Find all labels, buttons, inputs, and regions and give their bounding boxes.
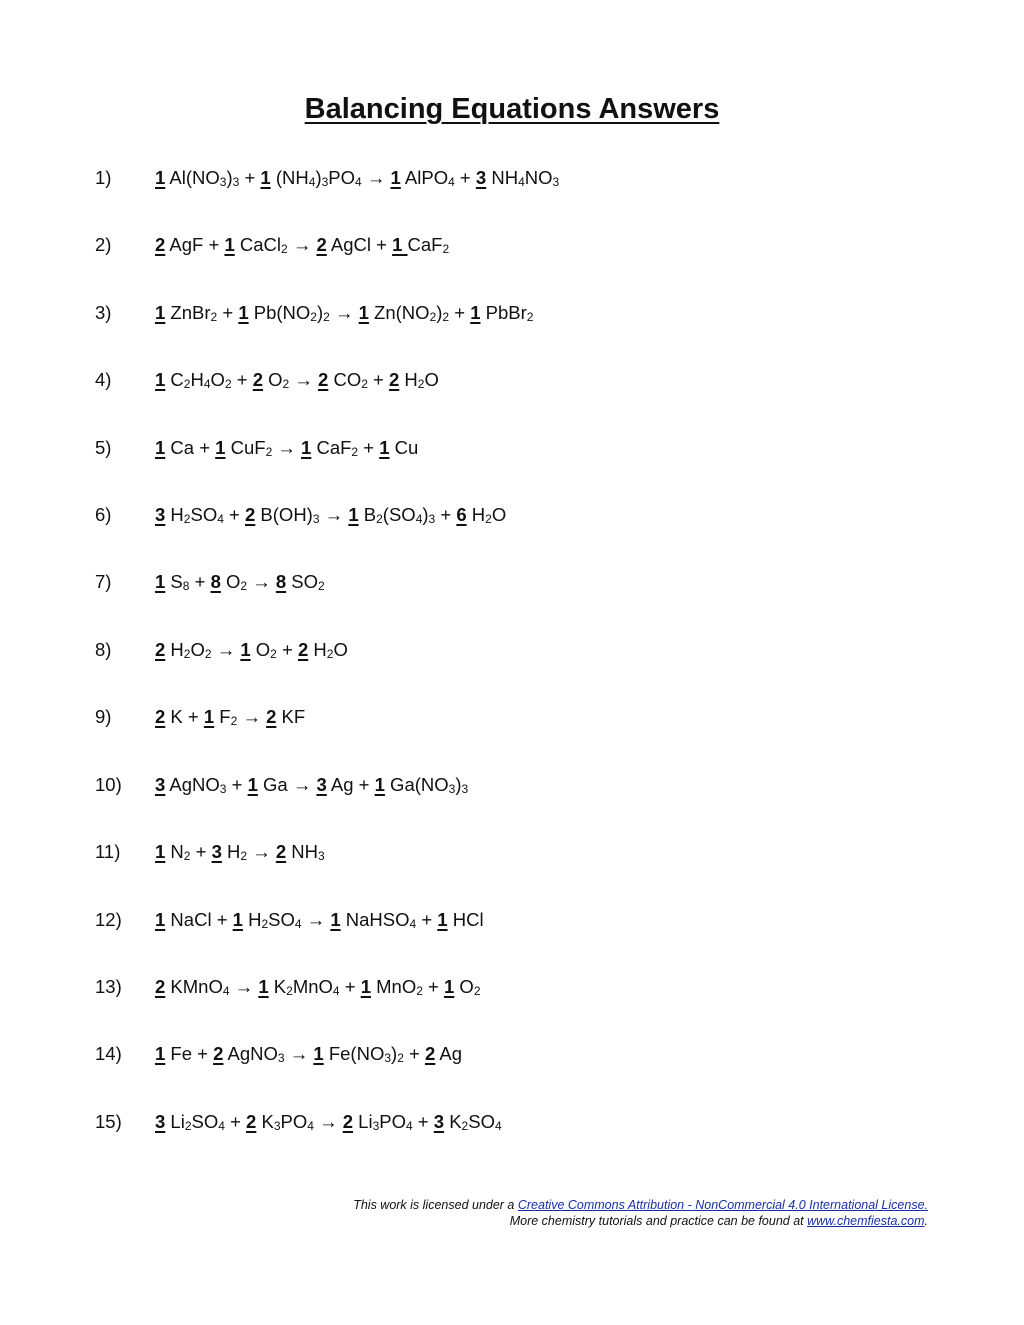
chemfiesta-line [353,1214,928,1230]
equation-number: 8) [95,639,112,660]
equation-formula: 2 K + 1 $F_2 \to 2$ KF [155,706,306,728]
equation-number: 3) [95,302,112,323]
equation-number: 14) [95,1043,122,1064]
chemfiesta-link[interactable]: www.chemfiesta.com [807,1213,925,1228]
equation-item [95,702,305,732]
equation-item [95,230,449,260]
equation-item [95,567,325,597]
equation-item [95,1039,462,1069]
equation-formula: 3 AgNO$_3$ + 1 Ga → 3 Ag + 1 $Ga(NO_3)_3$ [155,774,469,796]
equation-formula: 1 $S_8 + 8$ $O_2 \to 8$ $SO_2$ [155,571,325,593]
equation-item [95,433,418,463]
equation-item [95,635,348,665]
equation-item [95,298,533,328]
page-title: Balancing Equations Answers [304,93,720,125]
equation-formula: 1 ZnBr$_2$ + 1 $Pb(NO_2)_2 \to 1$ $Zn(NO_2)_2 + 1$ PbBr$_2$ [155,302,534,324]
equation-formula: 1 $C_2H_4O_2 + 2$ $O_2 \to 2$ $CO_2 + 2$ $H_2O$ [155,369,439,391]
equation-formula: 2 KMnO$_4$ → 1 $K_2MnO_4 + 1$ MnO$_2$ + 1 $O_2$ [155,976,481,998]
equation-formula: 1 NaCl + 1 $H_2SO_4 \to 1$ NaHSO$_4$ + 1 HCl [155,909,484,931]
equation-item [95,500,506,530]
equation-number: 9) [95,706,112,727]
license-link[interactable]: Creative Commons Attribution - NonCommercial 4.0 International License. [517,1198,928,1212]
equation-number: 4) [95,369,112,390]
equation-item [95,365,439,395]
equation-formula: 2 AgF + 1 CaCl$_2$ → 2 AgCl + 1 CaF$_2$ [155,234,450,256]
license-footer [353,1198,928,1229]
equation-formula: 1 $N_2 + 3$ $H_2 \to 2$ $NH_3$ [155,841,325,863]
license-line [353,1198,928,1214]
equation-formula: 1 Fe + 2 AgNO$_3$ → 1 $Fe(NO_3)_2 + 2$ Ag [155,1043,463,1065]
equation-formula: 3 $Li_2SO_4 + 2$ $K_3PO_4 \to 2$ $Li_3PO_4 + 3$ $K_2SO_4$ [155,1111,502,1133]
equation-number: 12) [95,909,122,930]
equation-number: 2) [95,234,112,255]
equation-number: 13) [95,976,122,997]
equation-item [95,837,325,867]
equation-item [95,972,481,1002]
equation-formula: 1 $Al(NO_3)_3 + 1$ $(NH_4)_3PO_4 \to 1$ AlPO$_4$ + 3 $NH_4NO_3$ [155,167,560,189]
equation-number: 7) [95,571,112,592]
equation-item [95,770,468,800]
equation-number: 1) [95,167,112,188]
equation-number: 11) [95,841,121,862]
license-prefix: This work is licensed under a [353,1198,518,1212]
equation-item [95,163,559,193]
equation-formula: 1 Ca + 1 CuF$_2$ → 1 CaF$_2$ + 1 Cu [155,437,419,459]
equation-number: 10) [95,774,122,795]
equation-formula: 3 $H_2SO_4 + 2$ $B(OH)_3 \to 1$ $B_2(SO_4)_3 + 6$ $H_2O$ [155,504,507,526]
equation-item [95,905,484,935]
equation-number: 5) [95,437,112,458]
chemfiesta-prefix: More chemistry tutorials and practice can be found at [509,1213,808,1228]
equation-formula: 2 $H_2O_2 \to 1$ $O_2 + 2$ $H_2O$ [155,639,348,661]
equation-number: 15) [95,1111,122,1132]
chemfiesta-suffix: . [924,1213,928,1228]
equation-item [95,1107,502,1137]
equation-number: 6) [95,504,112,525]
